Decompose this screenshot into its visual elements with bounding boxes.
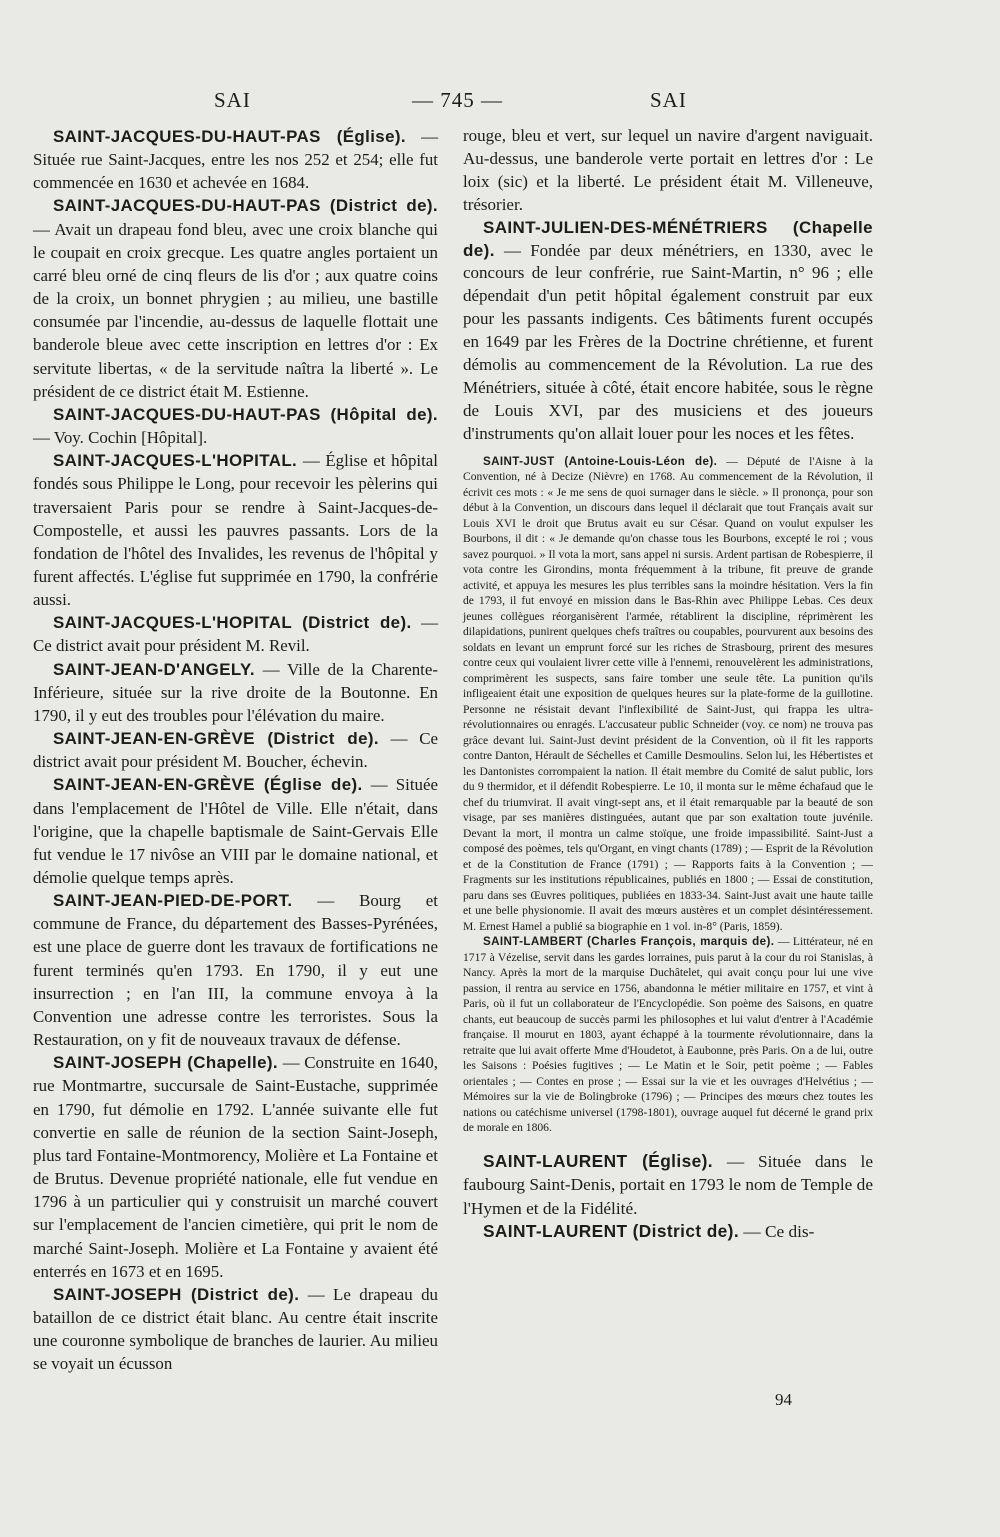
entry-text: — Fondée par deux ménétriers, en 1330, avec le concours de leur confrérie, rue Saint-Martin, n° 96 ; elle dépendait d'un petit hôpital également construit par eux pour les passants indigents. Ces bâtiments furent occupés en 1649 par les Frères de la Doctrine chrétienne, et furent démolis au commencement de la Révolution. La rue des Ménétriers, située à côté, était encore habitée, sous le règne de Louis XVI, par des musiciens et des joueurs d'instruments qu'on allait louer pour les noces et les fêtes. xyxy=(463,240,873,443)
dictionary-entry xyxy=(463,454,873,935)
entry-text: — Député de l'Aisne à la Convention, né à Decize (Nièvre) en 1768. Au commencement de la Révolution, il écrivit ces mots : « Je me sens de quoi surnager dans le siècle. » Il prononça, pour son début à la Convention, un discours dans lequel il déclarait que tout Français avait sur Louis XVI le droit que Brutus avait eu sur César. Quand on voulut expulser les Bourbons, il dit : « Je demande qu'on chasse tous les Bourbons, excepté le roi ; vous savez pourquoi. » Il vota la mort, sans appel ni sursis. Ardent partisan de Robespierre, il vota contre les Girondins, monta fréquemment à la tribune, fit preuve de grande activité, et appuya les mesures les plus terribles sans la moindre hésitation. Vers la fin de 1793, il fut envoyé en mission dans le Bas-Rhin avec Philippe Lebas. Ces deux jeunes collègues réorganisèrent l'armée, rétablirent la discipline, réprimèrent les dilapidations, punirent quelques chefs traîtres ou coupables, pourvurent aux besoins des soldats en levant un emprunt forcé sur les riches de Strasbourg, prirent des mesures contre ceux qui voulaient livrer cette ville à l'ennemi, renouvelèrent les administrations, comprimèrent les suspects, sans faire tomber une seule tête. La punition qu'ils infligeaient était une exposition de quelques heures sur la plate-forme de la guillotine. Personne ne résistait devant l'inflexibilité de Saint-Just, qui frappa les ultra-révolutionnaires ou enragés. L'accusateur public Schneider (voy. ce nom) ne trouva pas grâce devant lui. Saint-Just devint président de la Convention, où il fit les rapports contre Danton, Hérault de Séchelles et Camille Desmoulins. Selon lui, les Hébertistes et les Dantonistes corrompaient la nation. Il était membre du Comité de salut public, lors du 9 thermidor, et il défendit Robespierre. Le 10, il monta sur le même échafaud que le chef du triumvirat. Il avait vingt-sept ans, et il était remarquable par la beauté de son visage, par ses manières distinguées, autant que par son exaltation toute juvénile. Devant la mort, il montra un calme stoïque, une froide impassibilité. Saint-Just a composé des poèmes, tels qu'Organt, en vingt chants (1789) ; — Esprit de la Révolution et de la Constitution de France (1791) ; — Rapports faits à la Convention ; — Fragments sur les institutions républicaines, publiés en 1800 ; — Essai de constitution, paru dans ses Œuvres politiques, publiées en 1833-34. Saint-Just avait une haute taille et une belle physionomie. Il avait des mœurs austères et un complet désintéressement. M. Ernest Hamel a publié sa biographie en 1 vol. in-8° (Paris, 1859). xyxy=(463,454,873,933)
entry-text: — Église et hôpital fondés sous Philippe le Long, pour recevoir les pèlerins qui traversaient Paris pour se rendre à Saint-Jacques-de-Compostelle, et aussi les pauvres passants. Lors de la fondation de l'hôtel des Invalides, les revenus de l'hôpital y furent affectés. L'église fut supprimée en 1790, la confrérie aussi. xyxy=(33,451,438,610)
entry-text: — Ce district avait pour président M. Revil. xyxy=(33,613,438,656)
dictionary-entry xyxy=(463,125,873,217)
entry-text: — Ville de la Charente-Inférieure, située sur la rive droite de la Boutonne. En 1790, il y eut des troubles pour l'élévation du maire. xyxy=(33,659,438,725)
entry-headword: SAINT-JACQUES-L'HOPITAL. xyxy=(53,451,298,471)
entry-text: — Avait un drapeau fond bleu, avec une croix blanche qui le coupait en croix grecque. Les quatre angles portaient un carré bleu orné de cinq fleurs de lis d'or ; aux quatre coins de la croix, un bonnet phrygien ; au milieu, une bastille consumée par l'incendie, au-dessus de laquelle flottait une banderole bleue avec cette inscription en lettres d'or : Ex servitute libertas, « de la servitude naîtra la liberté ». Le président de ce district était M. Estienne. xyxy=(33,219,438,401)
entry-headword: SAINT-JEAN-PIED-DE-PORT. xyxy=(53,891,293,911)
entry-text: — Construite en 1640, rue Montmartre, succursale de Saint-Eustache, supprimée en 1790, fut démolie en 1792. L'année suivante elle fut convertie en salle de réunion de la section Saint-Joseph, plus tard Fontaine-Montmorency, Molière et La Fontaine et de Brutus. Devenue propriété nationale, elle fut vendue en 1796 à un particulier qui y construisit un marché couvert sur l'emplacement de l'ancien cimetière, qui prit le nom de marché Saint-Joseph. Molière et La Fontaine y avaient été enterrés en 1673 et en 1695. xyxy=(33,1053,438,1281)
right-column xyxy=(463,125,873,1244)
entry-headword: SAINT-LAURENT (District de). xyxy=(483,1221,740,1242)
entry-headword: SAINT-JACQUES-DU-HAUT-PAS (Hôpital de). xyxy=(53,404,438,424)
right-small-entries xyxy=(463,454,873,1136)
entry-headword: SAINT-JEAN-D'ANGELY. xyxy=(53,659,255,679)
entry-text: — Voy. Cochin [Hôpital]. xyxy=(33,428,208,448)
entry-text: — Située dans le faubourg Saint-Denis, portait en 1793 le nom de Temple de l'Hymen et de la Fidélité. xyxy=(463,1151,873,1218)
dictionary-entry xyxy=(33,449,438,611)
entry-headword: SAINT-JACQUES-DU-HAUT-PAS (Église). xyxy=(53,127,407,146)
dictionary-entry xyxy=(463,1220,873,1244)
entry-text: — Située rue Saint-Jacques, entre les nos 252 et 254; elle fut commencée en 1630 et achevée en 1684. xyxy=(33,127,438,193)
running-head-right: SAI xyxy=(650,88,687,112)
dictionary-entry xyxy=(463,1150,873,1221)
entry-headword: SAINT-JEAN-EN-GRÈVE (Église de). xyxy=(53,775,363,795)
dictionary-entry xyxy=(33,125,438,194)
dictionary-entry xyxy=(33,1283,438,1376)
entry-headword: SAINT-JACQUES-DU-HAUT-PAS (District de). xyxy=(53,196,438,216)
right-tail-entries xyxy=(463,1150,873,1244)
entry-headword: SAINT-JUST (Antoine-Louis-Léon de). xyxy=(483,454,718,468)
entry-text: — Située dans l'emplacement de l'Hôtel de Ville. Elle n'était, dans l'origine, que la chapelle baptismale de Saint-Gervais Elle fut vendue le 17 nivôse an VIII par le domaine national, et démolie quelque temps après. xyxy=(33,775,438,887)
entry-text: — Littérateur, né en 1717 à Vézelise, servit dans les gardes lorraines, puis parut à la cour du roi Stanislas, à Nancy. Après la mort de la marquise Duchâtelet, qui avait conçu pour lui une vive passion, il rentra au service en 1756, abandonna le métier militaire en 1757, et vint à Paris, où il fut un collaborateur de l'Encyclopédie. Son poème des Saisons, en quatre chants, eut beaucoup de succès parmi les philosophes et lui valut d'entrer à l'Académie française. Il mourut en 1803, ayant échappé à la tourmente révolutionnaire, dans la retraite que lui avait offerte Mme d'Houdetot, à Eaubonne, près Paris. On a de lui, outre les Saisons : Poésies fugitives ; — Le Matin et le Soir, petit poème ; — Fables orientales ; — Contes en prose ; — Essai sur la vie et les ouvrages d'Helvétius ; — Mémoires sur la vie de Bolingbroke (1796) ; — Principes des mœurs chez toutes les nations ou catéchisme universel (1798-1801), ouvrage auquel fut décerné le grand prix de morale en 1806. xyxy=(463,935,873,1135)
entry-text: — Le drapeau du bataillon de ce district était blanc. Au centre était inscrite une couronne symbolique de branches de laurier. Au milieu se voyait un écusson xyxy=(33,1284,438,1374)
left-column xyxy=(33,125,438,1375)
running-head-left: SAI xyxy=(214,88,251,112)
page-number: — 745 — xyxy=(412,88,503,112)
entry-text: — Ce district avait pour président M. Boucher, échevin. xyxy=(33,729,438,772)
dictionary-entry xyxy=(33,773,438,889)
entry-text: rouge, bleu et vert, sur lequel un navire d'argent naviguait. Au-dessus, une banderole verte portait en lettres d'or : Le loix (sic) et la liberté. Le président était M. Villeneuve, trésorier. xyxy=(463,126,873,214)
entry-headword: SAINT-JOSEPH (District de). xyxy=(53,1284,300,1304)
entry-text: — Ce dis- xyxy=(739,1222,815,1242)
dictionary-entry xyxy=(33,889,438,1051)
entry-text: — Bourg et commune de France, du département des Basses-Pyrénées, est une place de guerre dont les travaux de fortifications ne furent terminés qu'en 1793. En 1790, il y eut une insurrection ; en l'an III, la commune envoya à la Convention une adresse contre les terroristes. Sous la Restauration, on y fit de nouveaux travaux de défense. xyxy=(33,891,438,1050)
dictionary-entry xyxy=(33,611,438,657)
dictionary-entry xyxy=(33,727,438,773)
dictionary-entry xyxy=(463,217,873,446)
entry-headword: SAINT-JOSEPH (Chapelle). xyxy=(53,1053,278,1073)
dictionary-entry xyxy=(463,934,873,1136)
entry-headword: SAINT-LAMBERT (Charles François, marquis de). xyxy=(483,935,775,949)
entry-headword: SAINT-LAURENT (Église). xyxy=(483,1150,713,1171)
entry-headword: SAINT-JACQUES-L'HOPITAL (District de). xyxy=(53,613,412,633)
dictionary-entry xyxy=(33,194,438,402)
signature-number: 94 xyxy=(775,1390,792,1409)
entry-headword: SAINT-JEAN-EN-GRÈVE (District de). xyxy=(53,729,379,749)
dictionary-entry xyxy=(33,1051,438,1283)
dictionary-entry xyxy=(33,403,438,449)
entry-headword: SAINT-JULIEN-DES-MÉNÉTRIERS (Chapelle de). xyxy=(463,217,873,260)
right-large-entries xyxy=(463,125,873,446)
dictionary-entry xyxy=(33,658,438,727)
